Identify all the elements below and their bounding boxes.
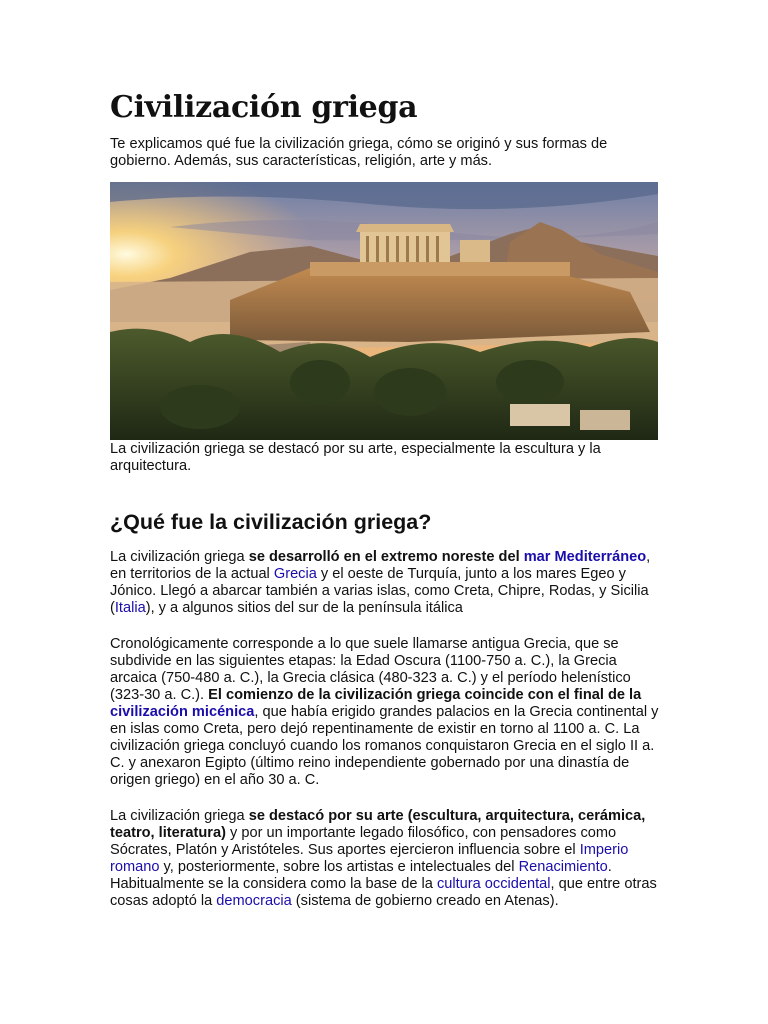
- image-caption: La civilización griega se destacó por su arte, especialmente la escultura y la arquitectura.: [110, 441, 601, 474]
- paragraph-1: La civilización griega se desarrolló en el extremo noreste del mar Mediterráneo, en territorios de la actual Grecia y el oeste de Turquía, junto a los mares Egeo y Jónico. Llegó a abarcar también a varias islas, como Creta, Chipre, Rodas, y Sicilia (Italia), y a algunos sitios del sur de la península itálica: [110, 549, 651, 616]
- link-italia[interactable]: Italia: [114, 600, 146, 616]
- link-grecia[interactable]: Grecia: [273, 566, 317, 582]
- link-renacimiento[interactable]: Renacimiento: [518, 859, 608, 875]
- bold-text: se destacó por su arte (escultura, arquitectura, cerámica, teatro, literatura): [110, 808, 646, 841]
- link-cultura-occidental[interactable]: cultura occidental: [436, 876, 551, 892]
- page-title: Civilización griega: [110, 90, 418, 125]
- link-civilizacion-micenica[interactable]: civilización micénica: [110, 704, 255, 720]
- link-imperio-romano[interactable]: Imperio romano: [110, 842, 629, 875]
- paragraph-3: La civilización griega se destacó por su arte (escultura, arquitectura, cerámica, teatro, literatura) y por un importante legado filosófico, con pensadores como Sócrates, Platón y Aristóteles. Sus aportes ejercieron influencia sobre el Imperio romano y, posteriormente, sobre los artistas e intelectuales del Renacimiento. Habitualmente se la considera como la base de la cultura occidental, que entre otras cosas adoptó la democracia (sistema de gobierno creado en Atenas).: [110, 808, 657, 909]
- acropolis-photo: [110, 182, 658, 440]
- intro-paragraph: Te explicamos qué fue la civilización griega, cómo se originó y sus formas de gobierno. Además, sus características, religión, arte y más.: [110, 136, 608, 169]
- bold-text: se desarrolló en el extremo noreste del: [248, 549, 524, 565]
- section-heading: ¿Qué fue la civilización griega?: [110, 510, 432, 534]
- article: [110, 82, 660, 929]
- paragraph-2: Cronológicamente corresponde a lo que suele llamarse antigua Grecia, que se subdivide en las siguientes etapas: la Edad Oscura (1100-750 a. C.), la Grecia arcaica (750-480 a. C.), la Grecia clásica (480-323 a. C.) y el período helenístico (323-30 a. C.). El comienzo de la civilización griega coincide con el final de la civilización micénica, que había erigido grandes palacios en la Grecia continental y en islas como Creta, pero dejó repentinamente de existir en torno al 1100 a. C. La civilización griega concluyó cuando los romanos conquistaron Grecia en el siglo II a. C. y anexaron Egipto (último reino independiente gobernado por una dinastía de origen griego) en el año 30 a. C.: [110, 636, 659, 788]
- link-mar-mediterraneo[interactable]: mar Mediterráneo: [523, 549, 647, 565]
- link-democracia[interactable]: democracia: [216, 893, 292, 909]
- bold-text: El comienzo de la civilización griega coincide con el final de la: [208, 687, 642, 703]
